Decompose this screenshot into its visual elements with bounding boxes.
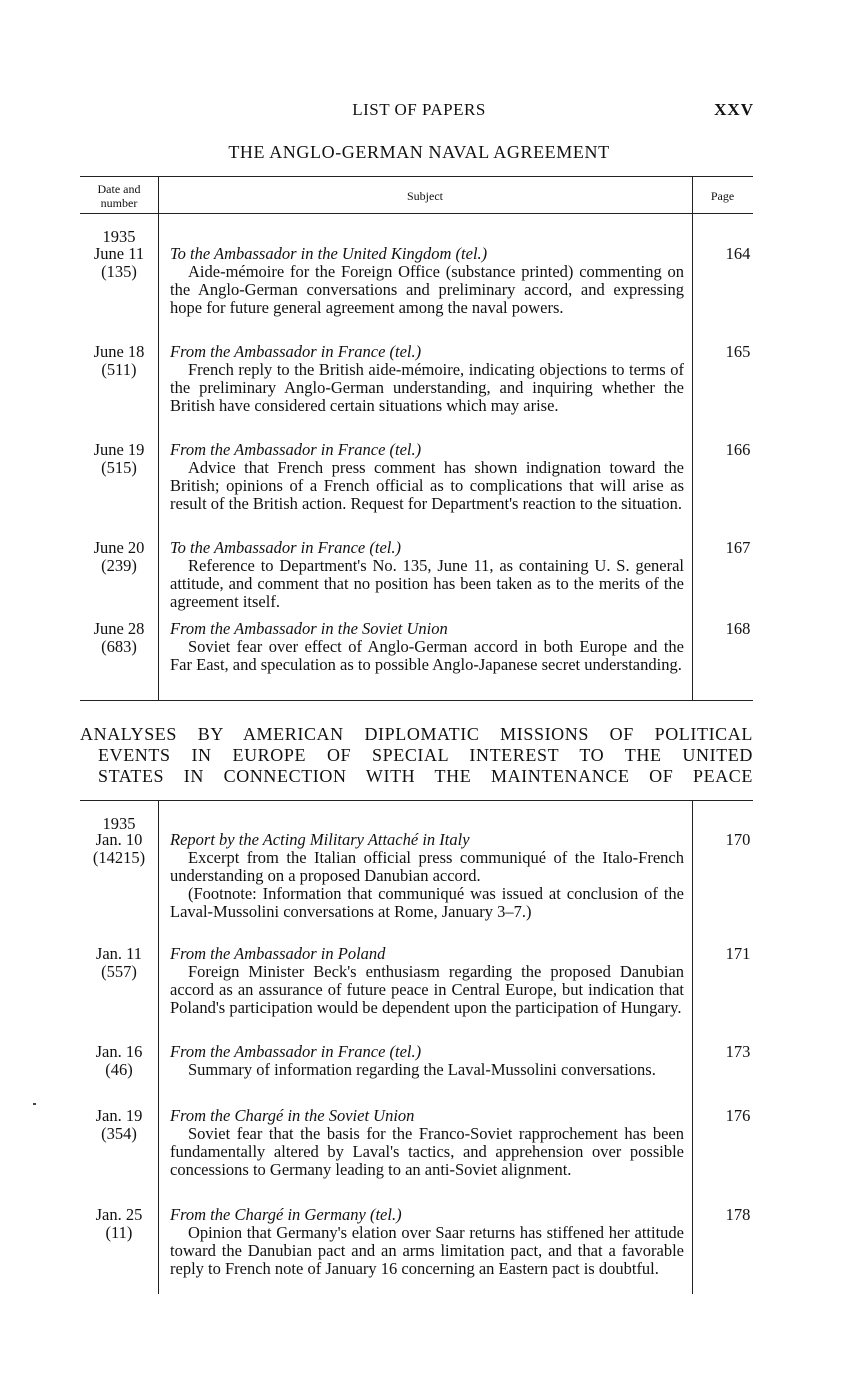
entry-heading: From the Chargé in the Soviet Union [170, 1106, 415, 1125]
entry-body: Foreign Minister Beck's enthusiasm regarding the proposed Danubian accord as an assurance of future peace in Central Europe, but indication that Poland's participation would be dependent upon the participation of Hungary. [170, 962, 684, 1017]
entry-date: June 18 [93, 342, 145, 361]
entry-date: Jan. 16 [95, 1042, 143, 1061]
entry-heading: Report by the Acting Military Attaché in Italy [170, 830, 470, 849]
entry-page: 168 [725, 619, 751, 638]
entry-page: 167 [725, 538, 751, 557]
entry-number: (14215) [92, 848, 146, 867]
entry-number: (511) [101, 360, 137, 379]
table1-bottom-rule [80, 700, 753, 701]
column-header-subject: Subject [407, 189, 443, 203]
table1-divider-right [692, 176, 693, 700]
table1-header-rule [80, 213, 753, 214]
entry-body: French reply to the British aide-mémoire, indicating objections to terms of the preliminary Anglo-German understanding, and inquiring whether the British have considered certain situations which may arise. [170, 360, 684, 415]
margin-speck [33, 1103, 36, 1105]
section-title-naval-agreement: THE ANGLO-GERMAN NAVAL AGREEMENT [228, 142, 610, 162]
column-header-page: Page [710, 189, 735, 203]
entry-page: 173 [725, 1042, 751, 1061]
entry-body: Summary of information regarding the Laval-Mussolini conversations. [188, 1060, 656, 1079]
entry-number: (11) [105, 1223, 133, 1242]
section-title-analyses [80, 724, 753, 787]
entry-body: Advice that French press comment has shown indignation toward the British; opinions of a French official as to complications that will arise as result of the British action. Request for Department's reaction to the situation. [170, 458, 684, 513]
entry-date: June 11 [93, 244, 145, 263]
running-head-title: LIST OF PAPERS [352, 100, 486, 119]
entry-date: Jan. 11 [95, 944, 143, 963]
table1-year: 1935 [102, 227, 136, 246]
entry-date: June 19 [93, 440, 145, 459]
entry-number: (239) [101, 556, 137, 575]
entry-page: 166 [725, 440, 751, 459]
entry-body: Excerpt from the Italian official press communiqué of the Italo-French understanding on a proposed Danubian accord. [170, 848, 684, 885]
entry-number: (135) [101, 262, 137, 281]
entry-body: Soviet fear over effect of Anglo-German accord in both Europe and the Far East, and speculation as to possible Anglo-Japanese secret understanding. [170, 637, 684, 674]
entry-date: June 20 [93, 538, 145, 557]
entry-date: Jan. 10 [95, 830, 143, 849]
section-title-line: STATES IN CONNECTION WITH THE MAINTENANCE OF PEACE [98, 766, 753, 786]
entry-date: Jan. 19 [95, 1106, 143, 1125]
entry-heading: From the Ambassador in France (tel.) [170, 1042, 422, 1061]
page-number: XXV [714, 100, 754, 119]
entry-body: Reference to Department's No. 135, June 11, as containing U. S. general attitude, and comment that no position has been taken as to the merits of the agreement itself. [170, 556, 684, 611]
table1-top-rule [80, 176, 753, 177]
entry-body: Opinion that Germany's elation over Saar returns has stiffened her attitude toward the Danubian pact and an arms limitation pact, and that a favorable reply to French note of January 16 concerning an Eastern pact is doubtful. [170, 1223, 684, 1278]
entry-page: 178 [725, 1205, 751, 1224]
table2-divider-right [692, 800, 693, 1294]
column-header-date: Date and number [97, 182, 141, 210]
entry-heading: From the Ambassador in the Soviet Union [170, 619, 448, 638]
table2-year: 1935 [102, 814, 136, 833]
section-title-line: EVENTS IN EUROPE OF SPECIAL INTEREST TO THE UNITED [98, 745, 753, 765]
entry-number: (354) [101, 1124, 137, 1143]
entry-heading: From the Ambassador in France (tel.) [170, 440, 422, 459]
entry-number: (557) [101, 962, 137, 981]
entry-number: (46) [105, 1060, 133, 1079]
entry-heading: From the Chargé in Germany (tel.) [170, 1205, 402, 1224]
entry-number: (515) [101, 458, 137, 477]
entry-heading: From the Ambassador in Poland [170, 944, 386, 963]
entry-heading: To the Ambassador in the United Kingdom (tel.) [170, 244, 488, 263]
section-title-line: ANALYSES BY AMERICAN DIPLOMATIC MISSIONS OF POLITICAL [80, 724, 753, 744]
entry-footnote: (Footnote: Information that communiqué was issued at conclusion of the Laval-Mussolini conversations at Rome, January 3–7.) [170, 884, 684, 921]
entry-page: 170 [725, 830, 751, 849]
entry-page: 165 [725, 342, 751, 361]
entry-number: (683) [101, 637, 137, 656]
entry-date: Jan. 25 [95, 1205, 143, 1224]
entry-page: 164 [725, 244, 751, 263]
entry-page: 176 [725, 1106, 751, 1125]
table2-divider-left [158, 800, 159, 1294]
table2-top-rule [80, 800, 753, 801]
entry-date: June 28 [93, 619, 145, 638]
entry-body: Aide-mémoire for the Foreign Office (substance printed) commenting on the Anglo-German conversations and preliminary accord, and expressing hope for future general agreement among the naval powers. [170, 262, 684, 317]
entry-heading: To the Ambassador in France (tel.) [170, 538, 401, 557]
table1-divider-left [158, 176, 159, 700]
entry-heading: From the Ambassador in France (tel.) [170, 342, 422, 361]
entry-page: 171 [725, 944, 751, 963]
entry-body: Soviet fear that the basis for the Franco-Soviet rapprochement has been fundamentally altered by Laval's tactics, and apprehension over possible concessions to Germany leading to an anti-Soviet alignment. [170, 1124, 684, 1179]
